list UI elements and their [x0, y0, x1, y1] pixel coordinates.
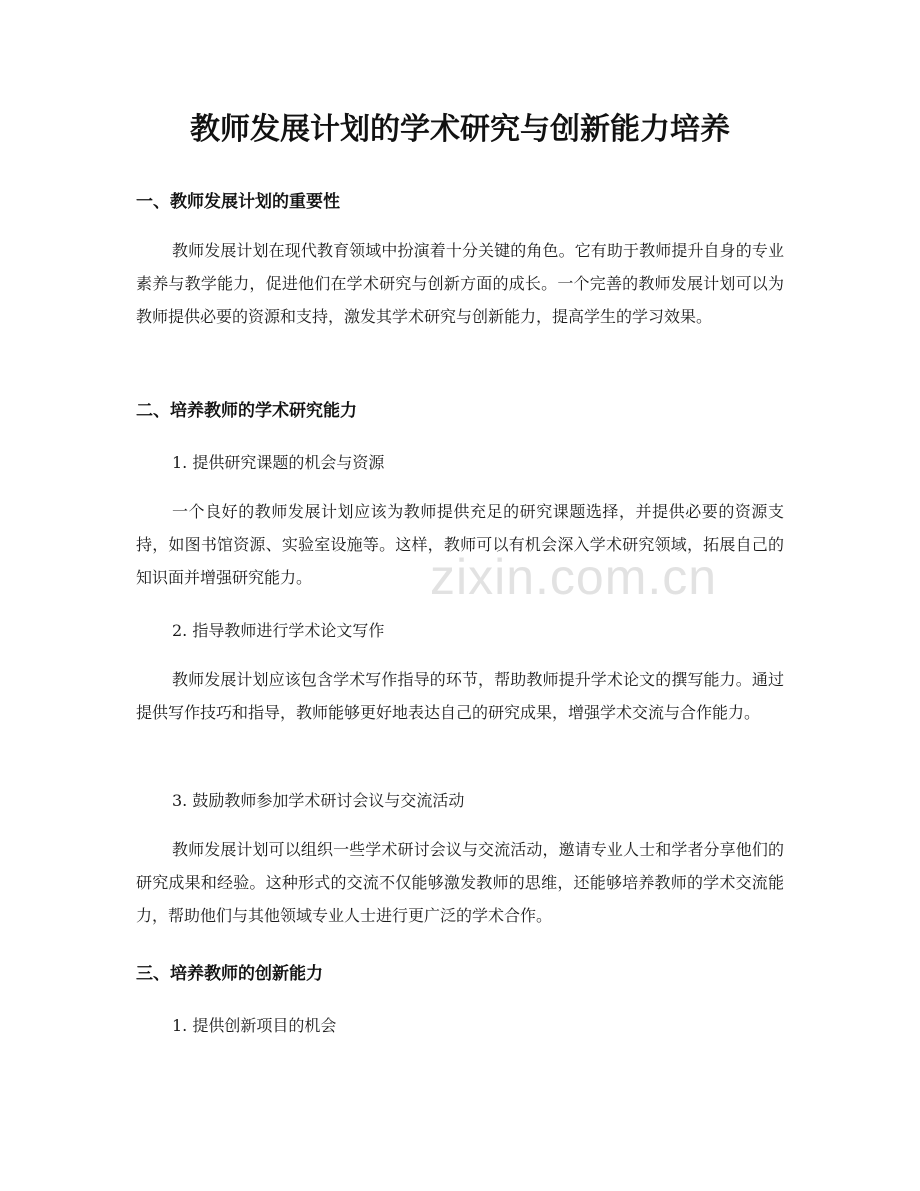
section-heading-1: 一、教师发展计划的重要性 — [136, 192, 340, 212]
watermark: zixin.com.cn — [430, 549, 718, 605]
section-heading-2: 二、培养教师的学术研究能力 — [136, 401, 357, 421]
section-2-item-2-paragraph: 教师发展计划应该包含学术写作指导的环节，帮助教师提升学术论文的撰写能力。通过提供写作技巧和指导，教师能够更好地表达自己的研究成果，增强学术交流与合作能力。 — [136, 670, 784, 722]
section-heading-3: 三、培养教师的创新能力 — [136, 964, 323, 984]
section-2-item-3-paragraph: 教师发展计划可以组织一些学术研讨会议与交流活动，邀请专业人士和学者分享他们的研究成果和经验。这种形式的交流不仅能够激发教师的思维，还能够培养教师的学术交流能力，帮助他们与其他领域专业人士进行更广泛的学术合作。 — [136, 840, 784, 925]
section-2-item-3-heading: 3. 鼓励教师参加学术研讨会议与交流活动 — [172, 791, 465, 810]
section-2-item-1-heading: 1. 提供研究课题的机会与资源 — [172, 453, 385, 472]
section-2-item-1-paragraph: 一个良好的教师发展计划应该为教师提供充足的研究课题选择，并提供必要的资源支持，如图书馆资源、实验室设施等。这样，教师可以有机会深入学术研究领域，拓展自己的知识面并增强研究能力。 — [136, 502, 784, 587]
section-3-item-1-heading: 1. 提供创新项目的机会 — [172, 1016, 337, 1035]
document-title: 教师发展计划的学术研究与创新能力培养 — [190, 112, 730, 147]
section-2-item-2-heading: 2. 指导教师进行学术论文写作 — [172, 621, 385, 640]
section-1-paragraph: 教师发展计划在现代教育领域中扮演着十分关键的角色。它有助于教师提升自身的专业素养与教学能力，促进他们在学术研究与创新方面的成长。一个完善的教师发展计划可以为教师提供必要的资源和支持，激发其学术研究与创新能力，提高学生的学习效果。 — [136, 241, 784, 326]
